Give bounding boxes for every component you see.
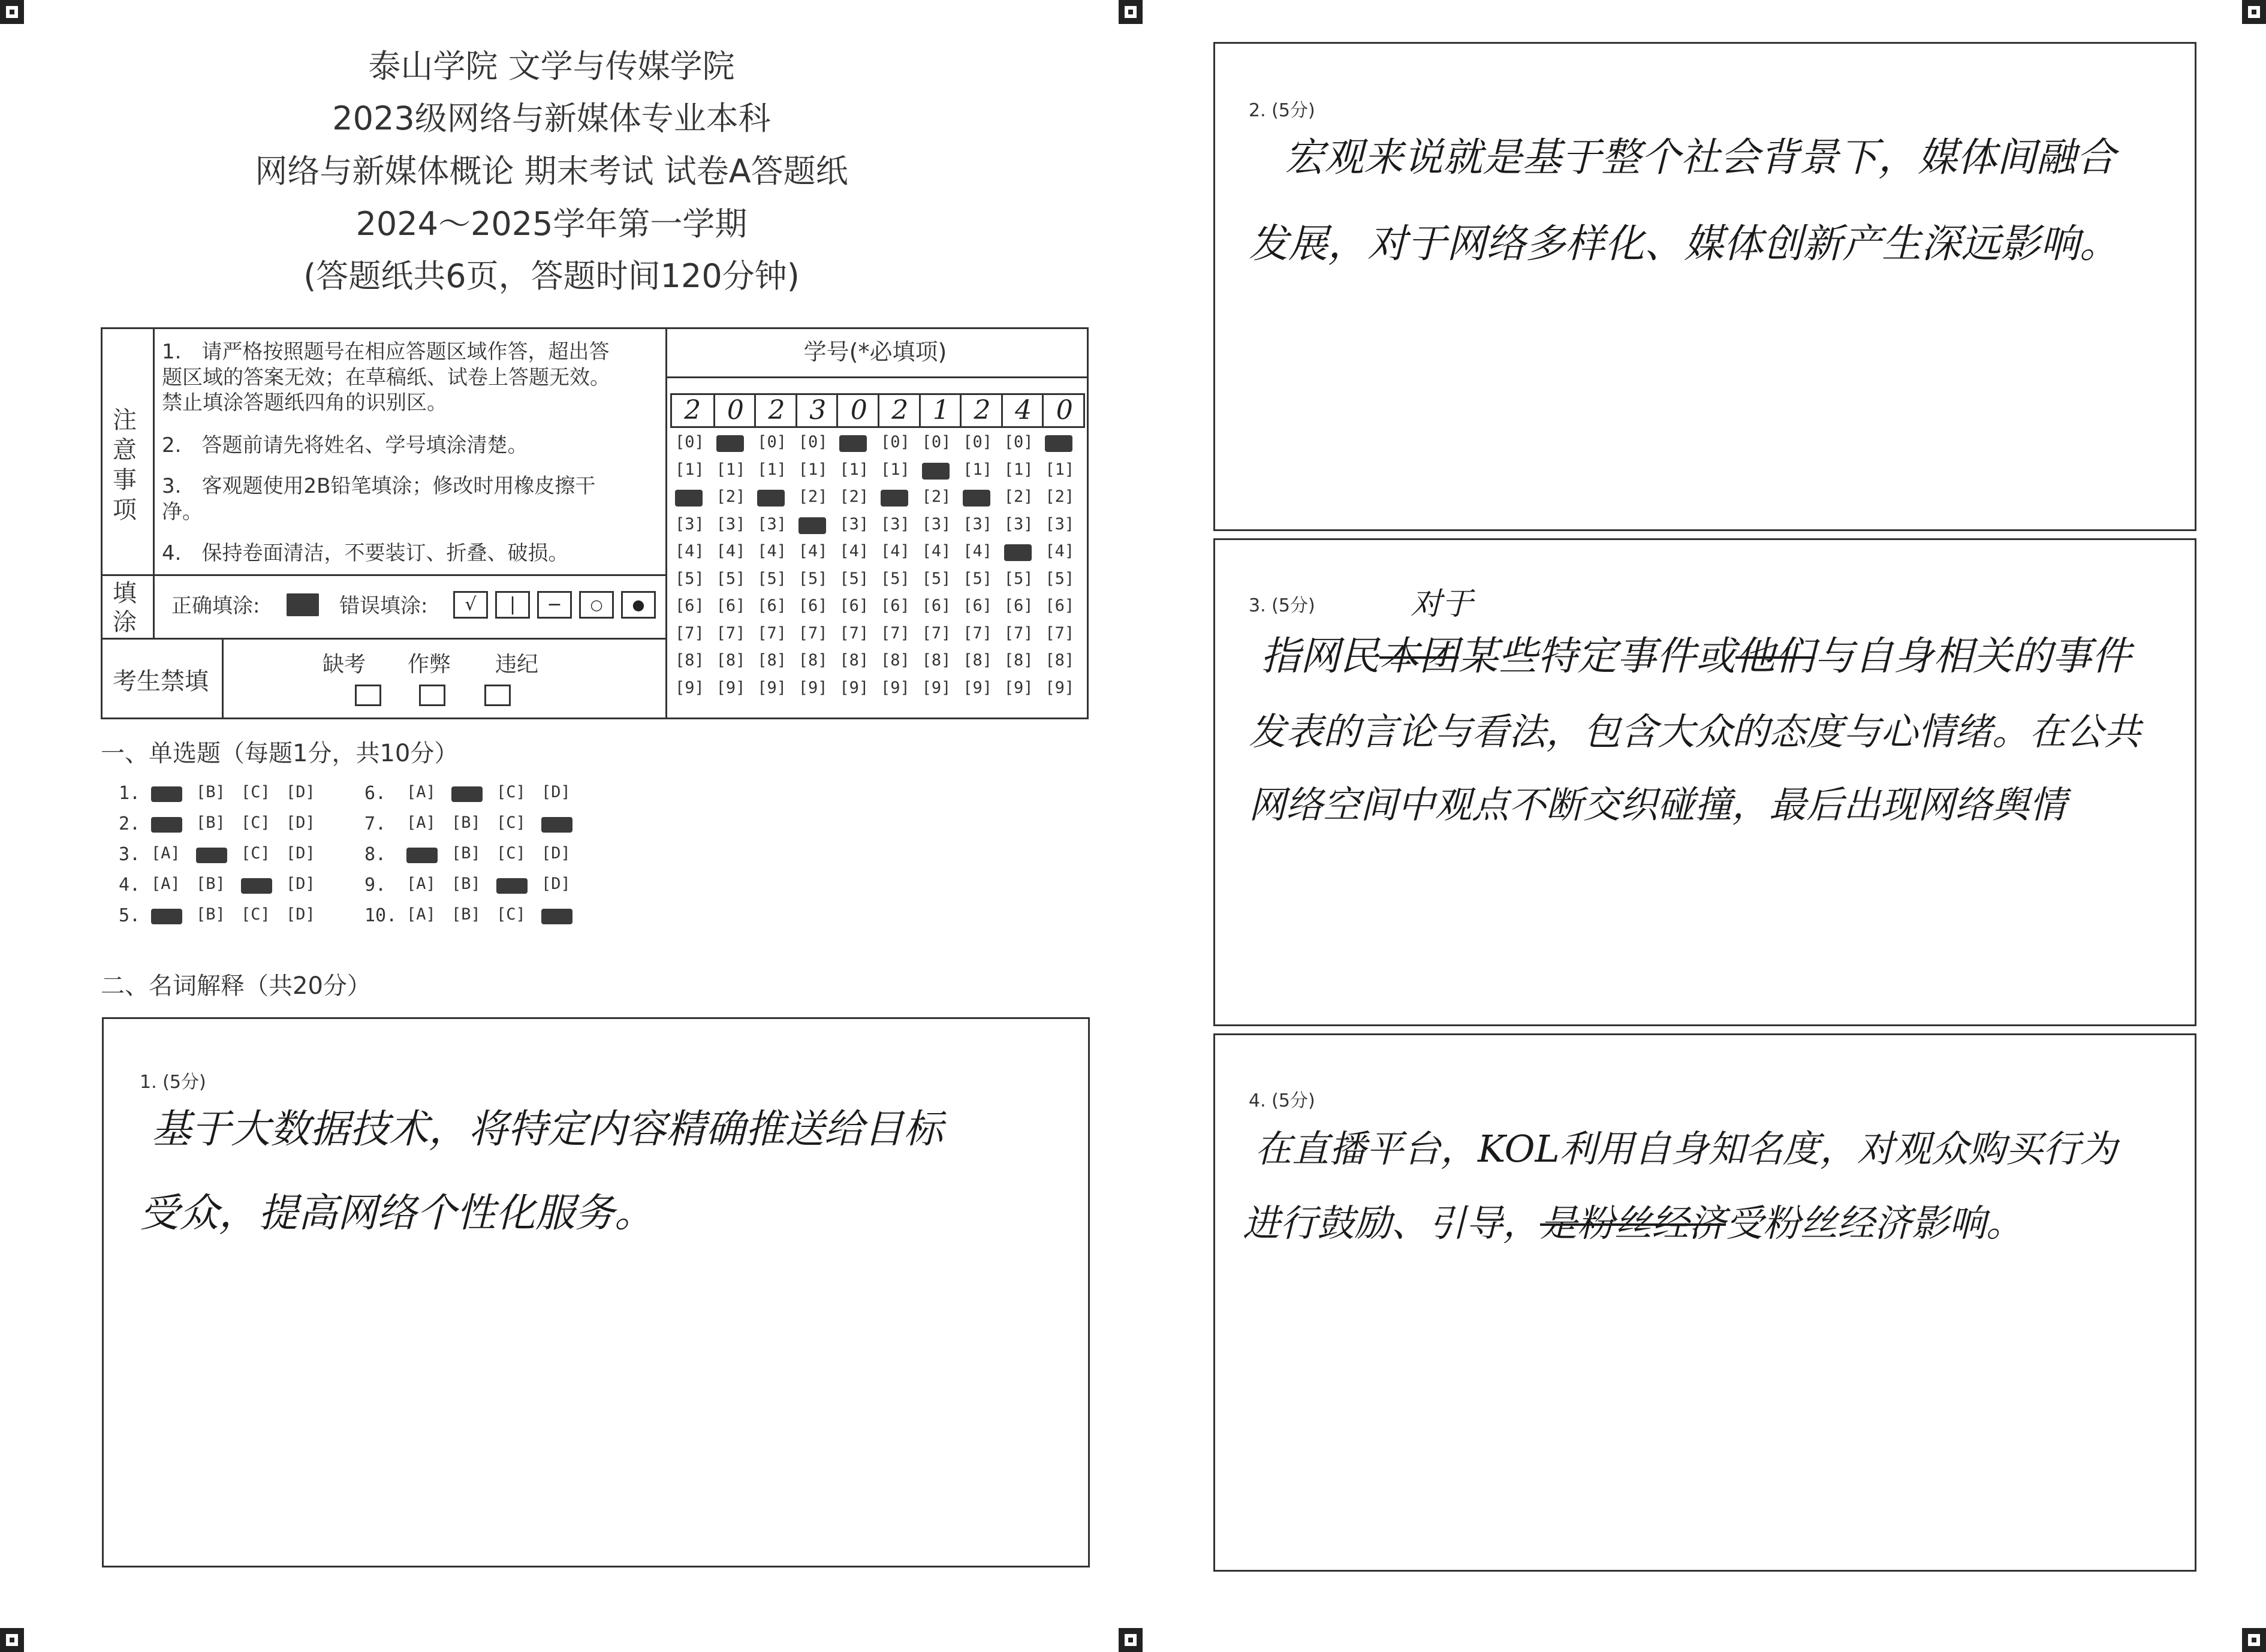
- mcq-question-number: 5.: [119, 905, 141, 926]
- student-id-bubble[interactable]: [5]: [921, 569, 951, 588]
- student-id-digit-5: 0: [836, 395, 879, 426]
- student-id-label: 学号(*必填项): [803, 339, 947, 365]
- student-id-bubble[interactable]: [9]: [963, 678, 992, 697]
- student-id-bubble[interactable]: [1]: [798, 460, 828, 479]
- student-id-digit-7: 1: [919, 395, 962, 426]
- fill-label-divider: [153, 574, 155, 638]
- notice-item-1: 1. 请严格按照题号在相应答题区域作答，超出答题区域的答案无效；在草稿纸、试卷上答题无效。禁止填涂答题纸四角的识别区。: [162, 340, 610, 415]
- student-id-bubble[interactable]: [7]: [839, 623, 869, 643]
- student-id-bubble[interactable]: [6]: [798, 596, 828, 615]
- student-id-bubble[interactable]: [3]: [716, 514, 746, 533]
- section2-title: 二、名词解释（共20分）: [101, 972, 371, 1000]
- mcq-option[interactable]: [D]: [286, 783, 315, 801]
- answer-box-q2[interactable]: [1213, 42, 2196, 531]
- student-id-bubble[interactable]: [8]: [1004, 651, 1033, 670]
- cheat-checkbox[interactable]: [419, 685, 445, 706]
- q3-answer-line1: [1261, 624, 2131, 681]
- mcq-question-number: 7.: [364, 813, 387, 834]
- student-id-bubble[interactable]: [6]: [1045, 596, 1075, 615]
- fill-label: 填涂: [113, 580, 137, 636]
- mcq-option[interactable]: [D]: [286, 875, 315, 893]
- mcq-option[interactable]: [B]: [196, 813, 225, 832]
- q3-answer-line3: 网络空间中观点不断交织碰撞，最后出现网络舆情: [1249, 783, 2067, 827]
- student-id-bubble[interactable]: [4]: [963, 542, 992, 560]
- student-id-bubble[interactable]: [8]: [798, 651, 828, 670]
- student-id-bubble[interactable]: [3]: [757, 514, 787, 533]
- student-id-bubble[interactable]: [6]: [963, 596, 992, 615]
- student-id-bubble-filled[interactable]: [963, 490, 990, 507]
- mcq-option[interactable]: [D]: [541, 875, 571, 893]
- student-id-bubble-filled[interactable]: [757, 490, 785, 507]
- student-id-bubble[interactable]: [5]: [881, 569, 910, 588]
- student-id-bubble[interactable]: [8]: [921, 651, 951, 670]
- student-id-bubble[interactable]: [3]: [839, 514, 869, 533]
- mcq-option-filled[interactable]: [151, 817, 182, 833]
- student-id-bubble[interactable]: [7]: [716, 623, 746, 643]
- student-id-bubble[interactable]: [9]: [1004, 678, 1033, 697]
- header-line-2: 2023级网络与新媒体专业本科: [332, 100, 771, 137]
- header-line-4: 2024～2025学年第一学期: [355, 205, 748, 243]
- student-id-bubble[interactable]: [2]: [1045, 487, 1075, 506]
- q3-answer-line2: 发表的言论与看法，包含大众的态度与心情绪。在公共: [1249, 710, 2141, 753]
- mcq-option-filled[interactable]: [151, 786, 182, 802]
- student-id-bubble[interactable]: [1]: [716, 460, 746, 479]
- student-id-digit-1: 2: [684, 395, 701, 426]
- student-id-bubble[interactable]: [4]: [881, 542, 910, 560]
- student-id-bubble[interactable]: [8]: [716, 651, 746, 670]
- notice-item-3: 3. 客观题使用2B铅笔填涂；修改时用橡皮擦干净。: [162, 474, 596, 524]
- student-id-bubble[interactable]: [0]: [963, 433, 992, 451]
- student-id-bubble[interactable]: [1]: [881, 460, 910, 479]
- wrong-fill-circle-icon: ○: [579, 591, 614, 619]
- q2-answer-line2: 发展，对于网络多样化、媒体创新产生深远影响。: [1249, 221, 2119, 267]
- student-id-bubble[interactable]: [4]: [798, 542, 828, 560]
- student-id-bubble[interactable]: [7]: [675, 623, 704, 643]
- student-id-bubble[interactable]: [1]: [1045, 460, 1075, 479]
- student-id-bubble[interactable]: [8]: [881, 651, 910, 670]
- student-id-bubble-filled[interactable]: [675, 490, 703, 507]
- student-id-bubble-filled[interactable]: [1004, 544, 1032, 561]
- header-line-1: 泰山学院 文学与传媒学院: [368, 47, 735, 85]
- mcq-option-filled[interactable]: [541, 909, 572, 924]
- student-id-bubble[interactable]: [5]: [675, 569, 704, 588]
- student-id-bubble[interactable]: [8]: [675, 651, 704, 670]
- mcq-option[interactable]: [A]: [406, 783, 436, 801]
- forbidden-label: 考生禁填: [113, 668, 209, 695]
- mcq-option[interactable]: [C]: [496, 783, 526, 801]
- student-id-bubble[interactable]: [6]: [881, 596, 910, 615]
- mcq-option[interactable]: [C]: [241, 783, 270, 801]
- student-id-bubble[interactable]: [0]: [675, 433, 704, 451]
- q1-label: 1. (5分): [140, 1072, 206, 1093]
- q3-line1-struck: 本团: [1379, 633, 1459, 679]
- mcq-question-number: 10.: [364, 905, 397, 926]
- q4-line2-struck: 是粉丝经济: [1540, 1201, 1726, 1245]
- mcq-option[interactable]: [D]: [541, 783, 571, 801]
- mcq-option[interactable]: [D]: [286, 844, 315, 863]
- wrong-fill-bar-icon: |: [495, 591, 530, 619]
- student-id-bubble[interactable]: [0]: [921, 433, 951, 451]
- notice-item-2: 2. 答题前请先将姓名、学号填涂清楚。: [162, 433, 528, 457]
- student-id-bubble[interactable]: [9]: [757, 678, 787, 697]
- student-id-bubble-filled[interactable]: [1045, 435, 1072, 452]
- student-id-bubble-filled[interactable]: [798, 517, 826, 534]
- q4-line2-part-b: 受粉丝经济影响。: [1726, 1201, 2024, 1245]
- mcq-option-filled[interactable]: [541, 817, 572, 833]
- student-id-bubble[interactable]: [2]: [921, 487, 951, 506]
- student-id-bubble[interactable]: [6]: [839, 596, 869, 615]
- header-line-5: (答题纸共6页，答题时间120分钟): [303, 257, 800, 295]
- mcq-option[interactable]: [B]: [196, 783, 225, 801]
- student-id-bubble[interactable]: [4]: [675, 542, 704, 560]
- mcq-option[interactable]: [D]: [286, 813, 315, 832]
- absent-checkbox[interactable]: [355, 685, 381, 706]
- student-id-bubble-filled[interactable]: [716, 435, 744, 452]
- student-id-bubble[interactable]: [8]: [839, 651, 869, 670]
- mcq-question-number: 3.: [119, 844, 141, 865]
- mcq-option[interactable]: [A]: [406, 905, 436, 924]
- student-id-bubble[interactable]: [4]: [839, 542, 869, 560]
- student-id-bubble[interactable]: [8]: [757, 651, 787, 670]
- mcq-option[interactable]: [C]: [496, 844, 526, 863]
- student-id-bubble[interactable]: [4]: [1045, 542, 1075, 560]
- mcq-option[interactable]: [B]: [196, 875, 225, 893]
- mcq-option[interactable]: [D]: [286, 905, 315, 924]
- q4-label: 4. (5分): [1249, 1090, 1315, 1111]
- student-id-digit-6: 2: [878, 395, 921, 426]
- mcq-option[interactable]: [B]: [196, 905, 225, 924]
- mcq-option[interactable]: [D]: [541, 844, 571, 863]
- student-id-bubble[interactable]: [1]: [757, 460, 787, 479]
- student-id-digit-10: 0: [1042, 395, 1085, 426]
- notice-label-divider: [153, 327, 155, 576]
- student-id-bubble-filled[interactable]: [922, 463, 950, 480]
- mcq-question-number: 9.: [364, 875, 387, 896]
- corner-mark-bottom-center: [1119, 1628, 1143, 1652]
- student-id-bubble[interactable]: [2]: [1004, 487, 1033, 506]
- mcq-option[interactable]: [B]: [451, 844, 481, 863]
- q3-line1-part-b: 某些特定事件或: [1459, 633, 1735, 679]
- fill-bottom-line: [101, 638, 667, 640]
- mcq-option[interactable]: [B]: [451, 905, 481, 924]
- student-id-bubble[interactable]: [6]: [757, 596, 787, 615]
- mcq-area: [117, 783, 597, 939]
- student-id-bubble[interactable]: [9]: [798, 678, 828, 697]
- mcq-option-filled[interactable]: [241, 878, 272, 894]
- q1-answer-line1: 基于大数据技术，将特定内容精确推送给目标: [152, 1106, 943, 1152]
- q4-answer-line1: 在直播平台，KOL利用自身知名度，对观众购买行为: [1255, 1127, 2117, 1171]
- student-id-digit-3: 2: [754, 395, 797, 426]
- student-id-bubble[interactable]: [0]: [881, 433, 910, 451]
- student-id-bubble[interactable]: [5]: [798, 569, 828, 588]
- mcq-option[interactable]: [C]: [496, 905, 526, 924]
- corner-mark-top-center: [1119, 0, 1143, 24]
- student-id-bubble[interactable]: [2]: [716, 487, 746, 506]
- forbidden-label-divider: [222, 638, 224, 718]
- mcq-option-filled[interactable]: [196, 848, 227, 863]
- notice-bottom-line: [101, 574, 667, 576]
- q4-line2-part-a: 进行鼓励、引导，: [1243, 1201, 1541, 1245]
- student-id-bubble[interactable]: [6]: [716, 596, 746, 615]
- student-id-digit-2: 0: [713, 395, 757, 426]
- student-id-bubble[interactable]: [7]: [798, 623, 828, 643]
- student-id-digit-8: 2: [960, 395, 1003, 426]
- wrong-fill-label: 错误填涂:: [339, 594, 428, 618]
- student-id-bubble[interactable]: [7]: [757, 623, 787, 643]
- student-id-bubble[interactable]: [5]: [1045, 569, 1075, 588]
- correct-fill-mark: [287, 593, 319, 616]
- student-id-bubble[interactable]: [1]: [1004, 460, 1033, 479]
- correct-fill-label: 正确填涂:: [171, 594, 260, 618]
- student-id-bubble[interactable]: [6]: [675, 596, 704, 615]
- mcq-option[interactable]: [A]: [151, 844, 180, 863]
- student-id-bubble[interactable]: [0]: [798, 433, 828, 451]
- answer-box-q4[interactable]: [1213, 1033, 2196, 1572]
- mcq-question-number: 2.: [119, 813, 141, 834]
- student-id-bubble[interactable]: [8]: [963, 651, 992, 670]
- student-id-bubble[interactable]: [5]: [716, 569, 746, 588]
- corner-mark-top-left: [0, 0, 24, 24]
- mcq-option[interactable]: [C]: [241, 905, 270, 924]
- student-id-bubble[interactable]: [2]: [839, 487, 869, 506]
- student-id-bubbles: [675, 433, 1083, 709]
- mcq-option[interactable]: [B]: [451, 875, 481, 893]
- mcq-option[interactable]: [A]: [406, 875, 436, 893]
- mcq-option[interactable]: [A]: [151, 875, 180, 893]
- student-id-bubble[interactable]: [3]: [921, 514, 951, 533]
- student-id-bubble[interactable]: [5]: [839, 569, 869, 588]
- mcq-option-filled[interactable]: [496, 878, 528, 894]
- student-id-bubble[interactable]: [5]: [1004, 569, 1033, 588]
- student-id-bubble[interactable]: [2]: [798, 487, 828, 506]
- student-id-digit-4: 3: [795, 395, 839, 426]
- student-id-bubble[interactable]: [7]: [921, 623, 951, 643]
- student-id-bubble[interactable]: [7]: [963, 623, 992, 643]
- wrong-fill-check-icon: √: [453, 591, 488, 619]
- student-id-digit-9: 4: [1001, 395, 1044, 426]
- student-id-bubble-filled[interactable]: [839, 435, 867, 452]
- mcq-question-number: 6.: [364, 783, 387, 804]
- q3-label: 3. (5分): [1249, 595, 1315, 616]
- corner-mark-bottom-right: [2242, 1628, 2266, 1652]
- student-id-bubble[interactable]: [4]: [921, 542, 951, 560]
- notice-item-4: 4. 保持卷面清洁，不要装订、折叠、破损。: [162, 541, 569, 565]
- q4-answer-line2: [1243, 1193, 2023, 1247]
- student-id-bubble[interactable]: [3]: [1004, 514, 1033, 533]
- student-id-bubble[interactable]: [0]: [1004, 433, 1033, 451]
- mcq-question-number: 8.: [364, 844, 387, 865]
- student-id-bubble[interactable]: [5]: [757, 569, 787, 588]
- notice-label: 注意事项: [113, 406, 137, 524]
- student-id-bubble[interactable]: [1]: [675, 460, 704, 479]
- corner-mark-bottom-left: [0, 1628, 24, 1652]
- student-id-bubble[interactable]: [7]: [1004, 623, 1033, 643]
- student-id-bubble[interactable]: [9]: [839, 678, 869, 697]
- mcq-option[interactable]: [C]: [496, 813, 526, 832]
- student-id-bubble[interactable]: [9]: [716, 678, 746, 697]
- q3-line1-struck2: 他们: [1735, 633, 1815, 679]
- mcq-option-filled[interactable]: [406, 848, 438, 863]
- forbidden-violation-label: 违纪: [495, 652, 539, 677]
- violation-checkbox[interactable]: [484, 685, 511, 706]
- mcq-question-number: 4.: [119, 875, 141, 896]
- student-id-bubble[interactable]: [4]: [716, 542, 746, 560]
- answer-box-q1[interactable]: [102, 1017, 1090, 1567]
- q2-label: 2. (5分): [1249, 100, 1315, 121]
- wrong-fill-dash-icon: −: [537, 591, 572, 619]
- student-id-digits: [670, 393, 1085, 428]
- mcq-option[interactable]: [A]: [406, 813, 436, 832]
- student-id-bubble[interactable]: [9]: [881, 678, 910, 697]
- student-id-bubble[interactable]: [1]: [963, 460, 992, 479]
- student-id-bubble[interactable]: [1]: [839, 460, 869, 479]
- student-id-bubble[interactable]: [3]: [675, 514, 704, 533]
- table-divider: [665, 327, 667, 718]
- student-id-bubble[interactable]: [9]: [1045, 678, 1075, 697]
- q2-answer-line1: 宏观来说就是基于整个社会背景下，媒体间融合: [1285, 134, 2116, 180]
- student-id-bubble[interactable]: [3]: [881, 514, 910, 533]
- header-line-3: 网络与新媒体概论 期末考试 试卷A答题纸: [255, 152, 848, 190]
- q3-insert-note: 对于: [1411, 586, 1473, 622]
- student-id-bubble[interactable]: [3]: [1045, 514, 1075, 533]
- student-id-bubble[interactable]: [6]: [1004, 596, 1033, 615]
- q3-line1-part-c: 与自身相关的事件: [1815, 633, 2131, 679]
- student-id-bubble-filled[interactable]: [881, 490, 908, 507]
- student-id-bubble[interactable]: [3]: [963, 514, 992, 533]
- student-id-bubble[interactable]: [9]: [921, 678, 951, 697]
- student-id-bubble[interactable]: [4]: [757, 542, 787, 560]
- mcq-question-number: 1.: [119, 783, 141, 804]
- mcq-option[interactable]: [B]: [451, 813, 481, 832]
- student-id-bubble[interactable]: [0]: [757, 433, 787, 451]
- corner-mark-top-right: [2242, 0, 2266, 24]
- student-id-bubble[interactable]: [8]: [1045, 651, 1075, 670]
- q1-answer-line2: 受众，提高网络个性化服务。: [140, 1190, 654, 1236]
- mcq-option-filled[interactable]: [451, 786, 483, 802]
- mcq-option[interactable]: [C]: [241, 844, 270, 863]
- student-id-label-line: [665, 376, 1087, 378]
- mcq-option[interactable]: [C]: [241, 813, 270, 832]
- wrong-fill-dot-icon: ●: [621, 591, 656, 619]
- forbidden-absent-label: 缺考: [323, 652, 366, 677]
- student-id-bubble[interactable]: [7]: [881, 623, 910, 643]
- mcq-option-filled[interactable]: [151, 909, 182, 924]
- student-id-bubble[interactable]: [6]: [921, 596, 951, 615]
- q3-line1-part-a: 指网民: [1261, 633, 1379, 679]
- answer-box-q3[interactable]: [1213, 538, 2196, 1026]
- forbidden-cheat-label: 作弊: [408, 652, 451, 677]
- student-id-bubble[interactable]: [7]: [1045, 623, 1075, 643]
- section1-title: 一、单选题（每题1分，共10分）: [101, 740, 459, 767]
- student-id-bubble[interactable]: [5]: [963, 569, 992, 588]
- student-id-bubble[interactable]: [9]: [675, 678, 704, 697]
